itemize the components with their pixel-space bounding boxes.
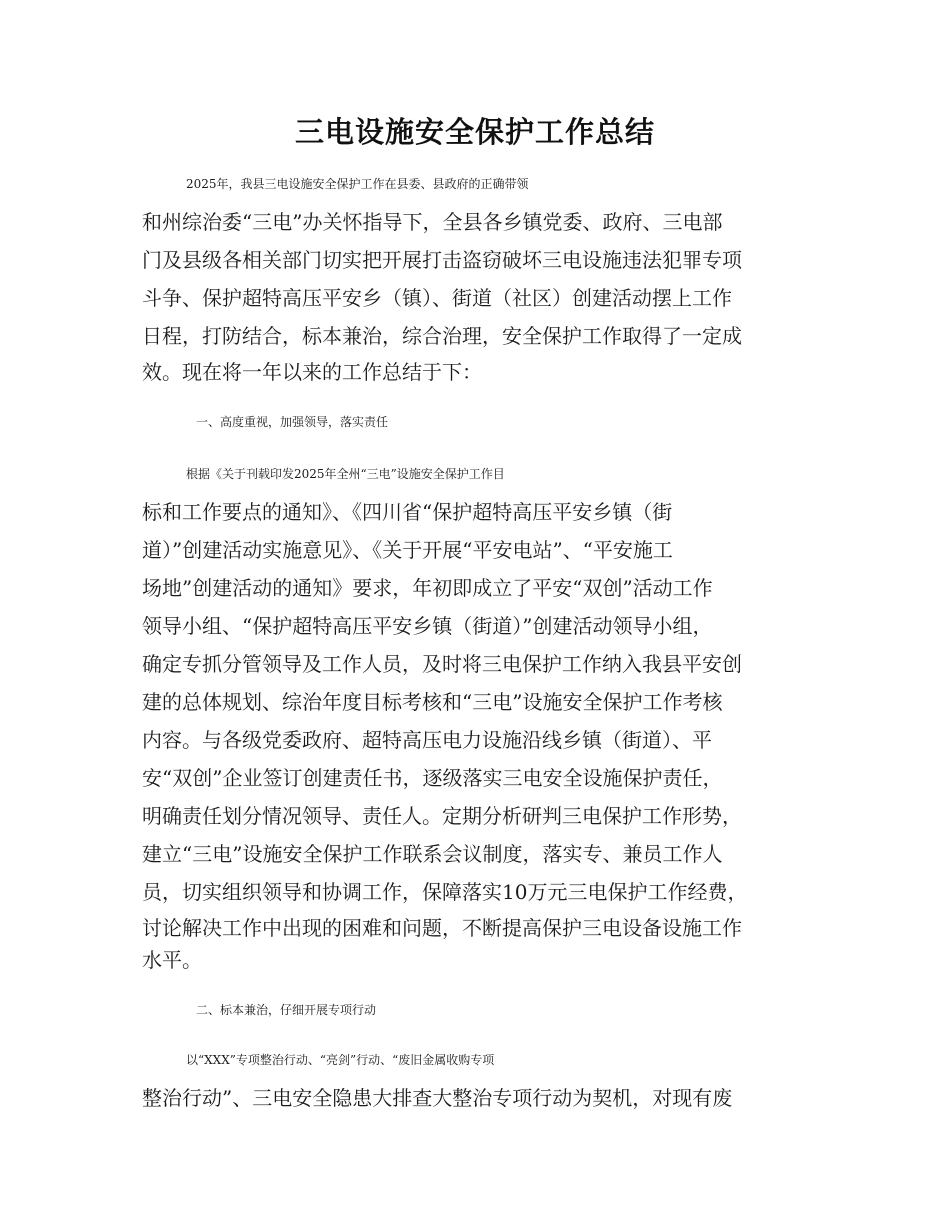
paragraph-line: 根据《关于刊载印发2025年全州“三电”设施安全保护工作目 <box>186 467 505 481</box>
paragraph-line: 建的总体规划、综治年度目标考核和“三电”设施安全保护工作考核 <box>142 690 723 714</box>
paragraph-line: 门及县级各相关部门切实把开展打击盗窃破坏三电设施违法犯罪专项 <box>142 248 742 272</box>
paragraph-line: 讨论解决工作中出现的困难和问题，不断提高保护三电设备设施工作 <box>142 916 742 940</box>
paragraph-line: 员，切实组织领导和协调工作，保障落实10万元三电保护工作经费， <box>142 880 748 904</box>
paragraph-line: 日程，打防结合，标本兼治，综合治理，安全保护工作取得了一定成 <box>142 324 742 348</box>
paragraph-line: 和州综治委“三电”办关怀指导下，全县各乡镇党委、政府、三电部 <box>142 210 723 234</box>
paragraph-line: 整治行动”、三电安全隐患大排查大整治专项行动为契机，对现有废 <box>142 1086 733 1110</box>
paragraph-line: 斗争、保护超特高压平安乡（镇）、街道（社区）创建活动摆上工作 <box>142 286 732 310</box>
paragraph-line: 内容。与各级党委政府、超特高压电力设施沿线乡镇（街道）、平 <box>142 728 712 752</box>
document-title: 三电设施安全保护工作总结 <box>294 115 655 149</box>
paragraph-line: 安“双创”企业签订创建责任书，逐级落实三电安全设施保护责任， <box>142 766 723 790</box>
paragraph-line: 领导小组、“保护超特高压平安乡镇（街道）”创建活动领导小组， <box>142 614 713 638</box>
paragraph-line: 标和工作要点的通知》、《四川省“保护超特高压平安乡镇（街 <box>142 500 673 524</box>
paragraph-line: 场地”创建活动的通知》要求，年初即成立了平安“双创”活动工作 <box>142 576 713 600</box>
paragraph-line: 确定专抓分管领导及工作人员，及时将三电保护工作纳入我县平安创 <box>142 652 742 676</box>
paragraph-line: 水平。 <box>142 948 202 972</box>
section-heading: 一、高度重视，加强领导，落实责任 <box>196 415 389 429</box>
paragraph-line: 以“XXX”专项整治行动、“亮剑”行动、“废旧金属收购专项 <box>186 1053 495 1067</box>
paragraph-line: 明确责任划分情况领导、责任人。定期分析研判三电保护工作形势， <box>142 804 742 828</box>
section-heading: 二、标本兼治，仔细开展专项行动 <box>196 1003 377 1017</box>
paragraph-line: 2025年，我县三电设施安全保护工作在县委、县政府的正确带领 <box>186 177 529 191</box>
paragraph-line: 建立“三电”设施安全保护工作联系会议制度，落实专、兼员工作人 <box>142 842 723 866</box>
paragraph-line: 道）”创建活动实施意见》、《关于开展“平安电站”、“平安施工 <box>142 538 673 562</box>
paragraph-line: 效。现在将一年以来的工作总结于下： <box>142 360 482 384</box>
